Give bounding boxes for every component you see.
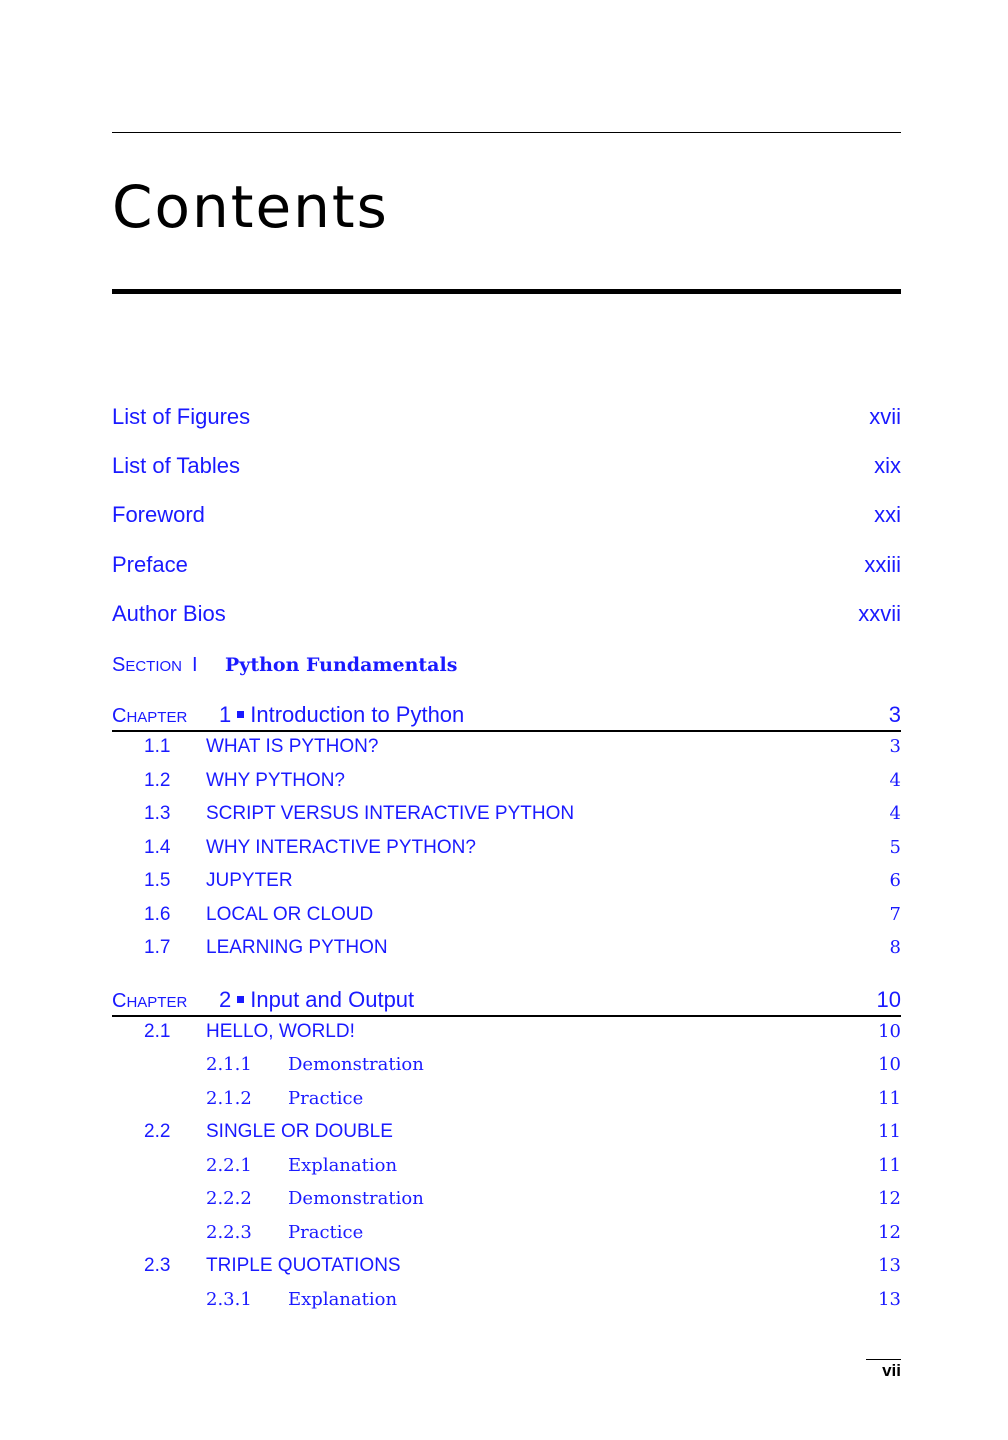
chapter-rule [112, 730, 901, 732]
section-num: 1.6 [144, 904, 171, 925]
section-word-initial: S [112, 654, 126, 676]
top-rule [112, 132, 901, 133]
toc-entry-label: List of Tables [112, 453, 241, 478]
section-page: 5 [889, 837, 901, 858]
section-page: 10 [878, 1021, 901, 1042]
chapter-page: 10 [876, 987, 901, 1012]
section-page: 7 [889, 904, 901, 925]
toc-entry-label: Preface [112, 552, 188, 577]
section-page: 6 [889, 870, 901, 891]
toc-section-1-5[interactable] [112, 867, 901, 895]
page-number: vii [882, 1361, 901, 1380]
section-num: 1.4 [144, 837, 171, 858]
toc-section-heading[interactable] [112, 650, 458, 680]
chapter-word [112, 985, 187, 1018]
subsection-title: Explanation [288, 1155, 398, 1176]
toc-entry-label: List of Figures [112, 404, 251, 429]
section-title: WHAT IS PYTHON? [206, 736, 379, 757]
subsection-num: 2.3.1 [206, 1289, 252, 1310]
section-page: 4 [889, 770, 901, 791]
toc-entry-foreword[interactable] [112, 500, 901, 530]
page-title: Contents [112, 173, 389, 241]
section-title: JUPYTER [206, 870, 293, 891]
chapter-word-rest: HAPTER [126, 994, 188, 1011]
toc-entry-preface[interactable] [112, 550, 901, 580]
subsection-title: Explanation [288, 1289, 398, 1310]
subsection-num: 2.1.2 [206, 1088, 252, 1109]
toc-entry-page: xxiii [864, 552, 901, 577]
toc-chapter-2[interactable] [112, 985, 901, 1015]
section-page: 4 [889, 803, 901, 824]
toc-entry-author-bios[interactable] [112, 599, 901, 629]
chapter-label [219, 985, 414, 1015]
subsection-title: Practice [288, 1222, 364, 1243]
chapter-word-rest: HAPTER [126, 709, 188, 726]
subsection-title: Demonstration [288, 1188, 424, 1209]
chapter-rule [112, 1015, 901, 1017]
toc-subsection-2-1-2[interactable] [112, 1085, 901, 1113]
section-num: 1.3 [144, 803, 171, 824]
section-title: WHY INTERACTIVE PYTHON? [206, 837, 476, 858]
section-title: Python Fundamentals [225, 654, 458, 676]
toc-entry-list-of-tables[interactable] [112, 451, 901, 481]
toc-entry-page: xxvii [858, 601, 901, 626]
chapter-title: Introduction to Python [250, 702, 465, 727]
toc-entry-page: xxi [874, 502, 901, 527]
toc-subsection-2-2-2[interactable] [112, 1185, 901, 1213]
toc-entry-label: Foreword [112, 502, 205, 527]
chapter-number: 2 [219, 987, 232, 1012]
subsection-page: 13 [878, 1289, 901, 1310]
toc-subsection-2-3-1[interactable] [112, 1286, 901, 1314]
section-title: LEARNING PYTHON [206, 937, 388, 958]
section-page: 13 [878, 1255, 901, 1276]
chapter-page: 3 [888, 702, 901, 727]
subsection-page: 12 [878, 1188, 901, 1209]
toc-entry-label: Author Bios [112, 601, 226, 626]
chapter-title: Input and Output [250, 987, 415, 1012]
subsection-num: 2.2.3 [206, 1222, 252, 1243]
bullet-icon [237, 711, 244, 718]
chapter-number: 1 [219, 702, 232, 727]
toc-subsection-2-2-3[interactable] [112, 1219, 901, 1247]
toc-entry-page: xix [874, 453, 901, 478]
subsection-page: 11 [878, 1155, 901, 1176]
section-num: 1.7 [144, 937, 171, 958]
section-word-rest: ECTION [125, 658, 183, 675]
subsection-title: Practice [288, 1088, 364, 1109]
toc-section-1-2[interactable] [112, 767, 901, 795]
toc-entry-page: xvii [869, 404, 901, 429]
toc-section-1-7[interactable] [112, 934, 901, 962]
section-title: TRIPLE QUOTATIONS [206, 1255, 401, 1276]
section-title: LOCAL OR CLOUD [206, 904, 374, 925]
toc-subsection-2-2-1[interactable] [112, 1152, 901, 1180]
toc-chapter-1[interactable] [112, 700, 901, 730]
chapter-word-initial: C [112, 990, 127, 1012]
title-rule [112, 289, 901, 294]
subsection-num: 2.2.2 [206, 1188, 252, 1209]
toc-section-2-1[interactable] [112, 1018, 901, 1046]
section-num: 2.3 [144, 1255, 171, 1276]
bullet-icon [237, 996, 244, 1003]
section-title: WHY PYTHON? [206, 770, 346, 791]
section-num: 1.5 [144, 870, 171, 891]
toc-subsection-2-1-1[interactable] [112, 1051, 901, 1079]
section-title: SCRIPT VERSUS INTERACTIVE PYTHON [206, 803, 575, 824]
chapter-word [112, 700, 187, 733]
section-num: 1.1 [144, 736, 171, 757]
subsection-num: 2.2.1 [206, 1155, 252, 1176]
subsection-title: Demonstration [288, 1054, 424, 1075]
subsection-page: 12 [878, 1222, 901, 1243]
chapter-label [219, 700, 464, 730]
subsection-page: 11 [878, 1088, 901, 1109]
section-number: I [192, 654, 198, 676]
toc-section-2-2[interactable] [112, 1118, 901, 1146]
toc-entry-list-of-figures[interactable] [112, 402, 901, 432]
section-num: 2.2 [144, 1121, 171, 1142]
toc-section-1-3[interactable] [112, 800, 901, 828]
section-page: 3 [889, 736, 901, 757]
chapter-word-initial: C [112, 705, 127, 727]
toc-section-1-4[interactable] [112, 834, 901, 862]
toc-section-2-3[interactable] [112, 1252, 901, 1280]
section-title: SINGLE OR DOUBLE [206, 1121, 393, 1142]
section-title: HELLO, WORLD! [206, 1021, 355, 1042]
section-page: 11 [878, 1121, 901, 1142]
section-page: 8 [889, 937, 901, 958]
subsection-page: 10 [878, 1054, 901, 1075]
toc-section-1-6[interactable] [112, 901, 901, 929]
toc-section-1-1[interactable] [112, 733, 901, 761]
section-num: 2.1 [144, 1021, 171, 1042]
section-num: 1.2 [144, 770, 171, 791]
subsection-num: 2.1.1 [206, 1054, 252, 1075]
